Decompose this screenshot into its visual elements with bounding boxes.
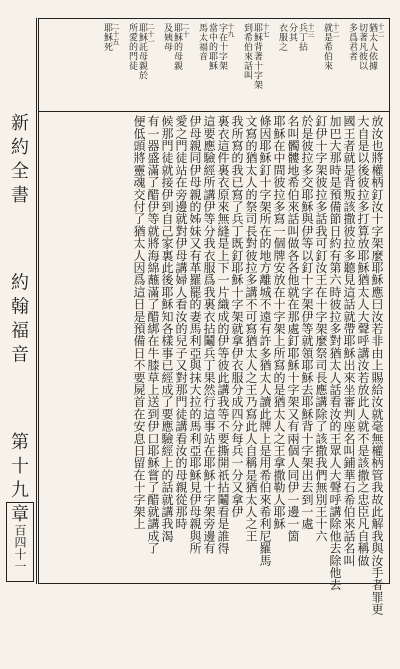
note-verse-ref: 十二 [377,23,385,38]
note-verse-ref: 二十五 [112,23,120,46]
text-column: 於是彼拉多交耶穌與伊等以釘十字架伊等就領耶穌去耶穌背十字架出去到一處 [300,115,314,530]
text-column: 文寫的猶太人的祭司長對彼拉多講不可寫猶太人之王乃寫此人自稱是猶太人之王 [244,115,258,542]
page-number-box [6,502,34,582]
notes-row [43,23,385,107]
text-column: 條因耶穌釘十字架所在的地方離城不遠有許多猶太人讀此牌上是用希伯來希利尼羅馬 [258,115,272,567]
note-verse-ref: 二十一 [147,23,155,46]
text-column: 我所寫的我已寫了兵丁既釘耶穌十字架就拿伊衣服分成四分每兵一分又拿伊 [230,115,244,518]
chapter-number: 第十九章 [8,431,29,528]
marginal-note [242,23,270,107]
text-column: 愛之門徒站在旁邊就對伊母講婦人看汝的兒子又對那門徒講看汝的母親從那時 [174,115,188,530]
text-column: 裏衣這件裏衣原來無縫是上下一片織成的伊等彼此講我等不要撕開祇拈鬮看是誰得 [216,115,230,555]
note-text: 耶穌託母親於 所愛的門徒 [127,23,147,80]
text-column: 耶穌在中間彼拉多寫一個牌安放在十字架上所寫的是猶太人之王拿撒勒人耶穌 [272,115,286,530]
page-number: 一百四十一 [13,512,27,572]
marginal-note [277,23,315,107]
note-verse-ref: 十二 [332,23,340,38]
text-column: 名叫髑髏地希伯來話叫做各各他就在那處釘耶穌十字架又有兩個人同伊一邊一箇 [286,115,300,542]
note-text: 耶穌的母親 及姨母 [162,23,182,71]
marginal-note [162,23,190,107]
text-column: 有一器盛滿了醋伊等就將海綿蘸滿了醋綁在牛膝草上送到伊口耶穌嘗了醋就講成了 [146,115,160,555]
text-columns [63,115,383,669]
text-column: 伊母親同伊母親的姊妹又有革羅罷的妻馬利亞與抹大拉的馬利亞耶穌見伊母親與所 [188,115,202,555]
note-text: 耶穌死 [102,23,112,52]
note-text: 兵丁拈 分其 衣服之 [277,23,307,52]
chapter-label: 約翰福音 [8,272,29,368]
marginal-notes [39,19,389,112]
main-text [39,111,389,616]
marginal-note [347,23,385,107]
text-column: 放汝也將權柄釘汝十字架麼耶穌應曰汝若非由上賜給汝就毫無權柄管我故此解我與汝手者罪更 [370,115,384,616]
marginal-note [322,23,340,107]
note-verse-ref: 二十 [182,23,190,38]
note-verse-ref: 十九 [227,23,235,38]
marginal-note [127,23,155,107]
note-text: 耶穌背著十字架 到希伯來話叫 [242,23,262,90]
note-verse-ref: 十七 [262,23,270,38]
note-text: 猶太人依據 切著凡彼以 多爲君者 [347,23,377,71]
margin-divider [36,18,37,584]
text-column: 便低頭將靈魂交付了猶太人因爲這日是預備日不要屍首在安息日留在十字架上 [132,115,146,530]
text-column: 候那門徒就接伊到自己家裏此後耶穌知各樣事已經成了要應驗經上的話就講我渴 [160,115,174,542]
text-column: 釘伊十字架彼拉多話我可釘汝王在十字架麼祭司長應講除了該撒我們無別王十六 [314,115,328,542]
text-column: 國王者就是背叛該撒彼拉多聽見這話就帶耶穌出來坐審判座名叫鋪華石希伯來話名叫 [342,115,356,567]
note-text: 字在十字架 當中的耶穌 馬太福音 [197,23,227,71]
note-text: 就是希伯來 [322,23,332,71]
text-frame [38,18,390,616]
text-column: 加巴大那時是預備節日約有第六時彼拉多對猶太人話看汝的王眾人大聲呼講除他去除他去 [328,115,342,591]
marginal-note [102,23,120,107]
text-column: 這要應驗經所講伊等分我衣服爲我裏衣拈鬮兵丁果然行這事站在耶穌十字架旁邊有 [202,115,216,555]
text-column: 大自是以後彼拉多打算放耶穌猶太人大聲呼講汝若放此人就不是該撒之忠臣凡自稱做 [356,115,370,567]
book-title: 新約全書 [8,112,29,209]
marginal-note [197,23,235,107]
note-verse-ref: 十三 [307,23,315,38]
